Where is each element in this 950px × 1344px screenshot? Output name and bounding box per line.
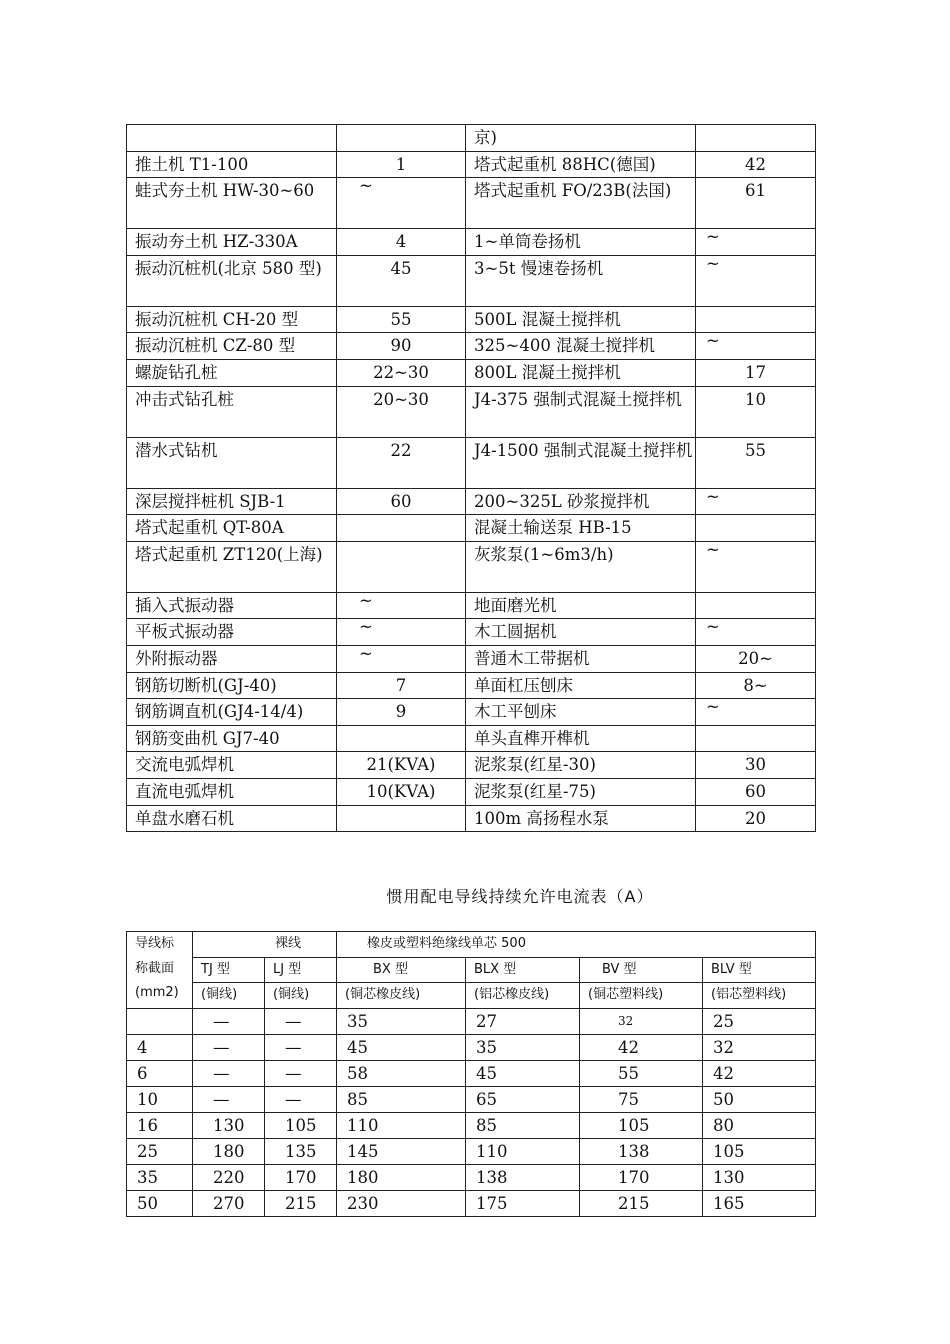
equipment-name-cell: 螺旋钻孔桩 xyxy=(127,359,337,386)
power-value-cell: ~ xyxy=(337,619,466,646)
table-row xyxy=(127,672,816,699)
equipment-name-cell: 京) xyxy=(466,125,696,152)
cross-section-cell xyxy=(127,1008,193,1034)
equipment-name-cell: 外附振动器 xyxy=(127,645,337,672)
power-value-cell: 20~30 xyxy=(337,386,466,437)
material-header-cell: (铜线) xyxy=(265,983,337,1009)
power-value-cell: 8~ xyxy=(696,672,816,699)
table-row xyxy=(127,333,816,360)
equipment-name-cell: 100m 高扬程水泵 xyxy=(466,805,696,832)
section-header-cell xyxy=(127,932,193,1009)
power-value-cell: 9 xyxy=(337,699,466,726)
current-value-cell: 110 xyxy=(466,1138,580,1164)
equipment-power-table xyxy=(126,124,816,832)
cross-section-cell: 6 xyxy=(127,1060,193,1086)
section-header-line: 称截面 xyxy=(135,960,175,976)
current-value-cell: — xyxy=(193,1008,265,1034)
current-value-cell: 65 xyxy=(466,1086,580,1112)
power-value-cell: ~ xyxy=(696,333,816,360)
table-row xyxy=(127,386,816,437)
current-value-cell: 45 xyxy=(466,1060,580,1086)
current-value-cell: 35 xyxy=(466,1034,580,1060)
equipment-name-cell xyxy=(127,125,337,152)
cross-section-cell: 35 xyxy=(127,1164,193,1190)
table-row xyxy=(127,725,816,752)
current-value-cell: — xyxy=(265,1008,337,1034)
equipment-name-cell: 塔式起重机 ZT120(上海) xyxy=(127,541,337,592)
current-value-cell: 130 xyxy=(703,1164,816,1190)
equipment-name-cell: 普通木工带据机 xyxy=(466,645,696,672)
power-value-cell: 20~ xyxy=(696,645,816,672)
type-header-cell: BX 型 xyxy=(337,957,466,983)
current-value-cell: 42 xyxy=(703,1060,816,1086)
equipment-name-cell: 木工圆据机 xyxy=(466,619,696,646)
equipment-name-cell: 钢筋调直机(GJ4-14/4) xyxy=(127,699,337,726)
equipment-name-cell: 振动沉桩机(北京 580 型) xyxy=(127,255,337,306)
equipment-name-cell: 塔式起重机 QT-80A xyxy=(127,515,337,542)
power-value-cell: 55 xyxy=(696,437,816,488)
table-row xyxy=(127,178,816,229)
table-row xyxy=(127,229,816,256)
power-value-cell: ~ xyxy=(337,592,466,619)
power-value-cell: 60 xyxy=(696,778,816,805)
material-header-cell: (铝芯橡皮线) xyxy=(466,983,580,1009)
table-row xyxy=(127,699,816,726)
current-value-cell: 220 xyxy=(193,1164,265,1190)
equipment-name-cell: 振动沉桩机 CH-20 型 xyxy=(127,306,337,333)
power-value-cell: 61 xyxy=(696,178,816,229)
current-value-cell: 165 xyxy=(703,1190,816,1216)
power-value-cell xyxy=(696,125,816,152)
power-value-cell: ~ xyxy=(337,178,466,229)
equipment-name-cell: 塔式起重机 FO/23B(法国) xyxy=(466,178,696,229)
table-row xyxy=(127,306,816,333)
current-value-cell: 45 xyxy=(337,1034,466,1060)
equipment-name-cell: J4-375 强制式混凝土搅拌机 xyxy=(466,386,696,437)
power-value-cell: ~ xyxy=(696,541,816,592)
wire-current-table-title: 惯用配电导线持续允许电流表（A） xyxy=(386,887,654,906)
current-value-cell: 32 xyxy=(580,1008,703,1034)
power-value-cell: 60 xyxy=(337,488,466,515)
power-value-cell xyxy=(337,541,466,592)
table-row xyxy=(127,592,816,619)
power-value-cell: 10 xyxy=(696,386,816,437)
current-value-cell: 32 xyxy=(703,1034,816,1060)
cross-section-cell: 25 xyxy=(127,1138,193,1164)
current-value-cell: 35 xyxy=(337,1008,466,1034)
cross-section-cell: 50 xyxy=(127,1190,193,1216)
table-row xyxy=(127,1008,816,1034)
table-row xyxy=(127,255,816,306)
type-header-cell: BV 型 xyxy=(580,957,703,983)
equipment-name-cell: 200~325L 砂浆搅拌机 xyxy=(466,488,696,515)
current-value-cell: 230 xyxy=(337,1190,466,1216)
wire-current-table xyxy=(126,931,816,1217)
power-value-cell: 4 xyxy=(337,229,466,256)
power-value-cell: ~ xyxy=(696,229,816,256)
current-value-cell: 55 xyxy=(580,1060,703,1086)
equipment-name-cell: 平板式振动器 xyxy=(127,619,337,646)
current-value-cell: 75 xyxy=(580,1086,703,1112)
current-value-cell: 58 xyxy=(337,1060,466,1086)
current-value-cell: 180 xyxy=(337,1164,466,1190)
equipment-name-cell: 潜水式钻机 xyxy=(127,437,337,488)
power-value-cell xyxy=(696,306,816,333)
bare-wire-header: 裸线 xyxy=(193,932,337,958)
current-value-cell: 110 xyxy=(337,1112,466,1138)
table-row xyxy=(127,151,816,178)
equipment-name-cell: 交流电弧焊机 xyxy=(127,752,337,779)
equipment-name-cell: 500L 混凝土搅拌机 xyxy=(466,306,696,333)
current-value-cell: 138 xyxy=(580,1138,703,1164)
type-header-cell: BLX 型 xyxy=(466,957,580,983)
power-value-cell: 21(KVA) xyxy=(337,752,466,779)
power-value-cell: 30 xyxy=(696,752,816,779)
header-row-1 xyxy=(127,932,816,958)
header-row-3 xyxy=(127,983,816,1009)
power-value-cell: 22 xyxy=(337,437,466,488)
power-value-cell: ~ xyxy=(696,255,816,306)
power-value-cell xyxy=(696,515,816,542)
equipment-name-cell: 1~单筒卷扬机 xyxy=(466,229,696,256)
equipment-name-cell: 钢筋切断机(GJ-40) xyxy=(127,672,337,699)
current-value-cell: 170 xyxy=(265,1164,337,1190)
equipment-name-cell: 深层搅拌桩机 SJB-1 xyxy=(127,488,337,515)
current-value-cell: — xyxy=(265,1060,337,1086)
material-header-cell: (铜线) xyxy=(193,983,265,1009)
table-row xyxy=(127,437,816,488)
table-row xyxy=(127,619,816,646)
material-header-cell: (铜芯塑料线) xyxy=(580,983,703,1009)
section-header-line: (mm2) xyxy=(135,985,179,1001)
equipment-name-cell: 单头直榫开榫机 xyxy=(466,725,696,752)
current-value-cell: 135 xyxy=(265,1138,337,1164)
equipment-table-body xyxy=(127,125,816,832)
current-value-cell: 85 xyxy=(466,1112,580,1138)
table-row xyxy=(127,359,816,386)
table-row xyxy=(127,1060,816,1086)
type-header-cell: LJ 型 xyxy=(265,957,337,983)
table-row xyxy=(127,541,816,592)
table-row xyxy=(127,805,816,832)
type-header-cell: TJ 型 xyxy=(193,957,265,983)
equipment-name-cell: 单面杠压刨床 xyxy=(466,672,696,699)
current-value-cell: 25 xyxy=(703,1008,816,1034)
current-value-cell: 175 xyxy=(466,1190,580,1216)
current-value-cell: 42 xyxy=(580,1034,703,1060)
current-value-cell: — xyxy=(265,1034,337,1060)
table-row xyxy=(127,1164,816,1190)
equipment-name-cell: 塔式起重机 88HC(德国) xyxy=(466,151,696,178)
type-header-cell: BLV 型 xyxy=(703,957,816,983)
material-header-cell: (铜芯橡皮线) xyxy=(337,983,466,1009)
equipment-name-cell: 推土机 T1-100 xyxy=(127,151,337,178)
power-value-cell: ~ xyxy=(696,619,816,646)
power-value-cell: ~ xyxy=(696,699,816,726)
table-row xyxy=(127,515,816,542)
insulated-wire-header: 橡皮或塑料绝缘线单芯 500 xyxy=(337,932,816,958)
equipment-name-cell: 800L 混凝土搅拌机 xyxy=(466,359,696,386)
current-value-cell: 80 xyxy=(703,1112,816,1138)
equipment-name-cell: 3~5t 慢速卷扬机 xyxy=(466,255,696,306)
current-value-cell: 170 xyxy=(580,1164,703,1190)
power-value-cell: 20 xyxy=(696,805,816,832)
table-row xyxy=(127,1112,816,1138)
current-value-cell: — xyxy=(193,1060,265,1086)
current-value-cell: 105 xyxy=(703,1138,816,1164)
current-value-cell: 215 xyxy=(580,1190,703,1216)
table-row xyxy=(127,1138,816,1164)
equipment-name-cell: 插入式振动器 xyxy=(127,592,337,619)
power-value-cell: 17 xyxy=(696,359,816,386)
table-row xyxy=(127,778,816,805)
section-header-line: 导线标 xyxy=(135,936,175,951)
equipment-name-cell: 振动沉桩机 CZ-80 型 xyxy=(127,333,337,360)
table-row xyxy=(127,125,816,152)
power-value-cell: 1 xyxy=(337,151,466,178)
power-value-cell xyxy=(696,725,816,752)
power-value-cell: 7 xyxy=(337,672,466,699)
power-value-cell: ~ xyxy=(696,488,816,515)
table-row xyxy=(127,752,816,779)
power-value-cell: 55 xyxy=(337,306,466,333)
current-value-cell: 105 xyxy=(580,1112,703,1138)
cross-section-cell: 4 xyxy=(127,1034,193,1060)
equipment-name-cell: 单盘水磨石机 xyxy=(127,805,337,832)
equipment-name-cell: 直流电弧焊机 xyxy=(127,778,337,805)
power-value-cell xyxy=(337,805,466,832)
current-value-cell: 215 xyxy=(265,1190,337,1216)
current-value-cell: 145 xyxy=(337,1138,466,1164)
equipment-name-cell: 泥浆泵(红星-75) xyxy=(466,778,696,805)
equipment-name-cell: 钢筋变曲机 GJ7-40 xyxy=(127,725,337,752)
current-value-cell: 50 xyxy=(703,1086,816,1112)
table-row xyxy=(127,488,816,515)
equipment-name-cell: 振动夯土机 HZ-330A xyxy=(127,229,337,256)
current-value-cell: 105 xyxy=(265,1112,337,1138)
wire-table-body xyxy=(127,1008,816,1216)
power-value-cell: 22~30 xyxy=(337,359,466,386)
cross-section-cell: 16 xyxy=(127,1112,193,1138)
cross-section-cell: 10 xyxy=(127,1086,193,1112)
current-value-cell: 270 xyxy=(193,1190,265,1216)
equipment-name-cell: J4-1500 强制式混凝土搅拌机 xyxy=(466,437,696,488)
current-value-cell: 85 xyxy=(337,1086,466,1112)
table-row xyxy=(127,645,816,672)
current-value-cell: 138 xyxy=(466,1164,580,1190)
table-row xyxy=(127,1034,816,1060)
power-value-cell xyxy=(337,125,466,152)
equipment-name-cell: 泥浆泵(红星-30) xyxy=(466,752,696,779)
table-row xyxy=(127,1190,816,1216)
power-value-cell: ~ xyxy=(337,645,466,672)
power-value-cell xyxy=(337,515,466,542)
power-value-cell: 42 xyxy=(696,151,816,178)
equipment-name-cell: 325~400 混凝土搅拌机 xyxy=(466,333,696,360)
power-value-cell: 45 xyxy=(337,255,466,306)
equipment-name-cell: 混凝土输送泵 HB-15 xyxy=(466,515,696,542)
equipment-name-cell: 灰浆泵(1~6m3/h) xyxy=(466,541,696,592)
equipment-name-cell: 地面磨光机 xyxy=(466,592,696,619)
equipment-name-cell: 冲击式钻孔桩 xyxy=(127,386,337,437)
equipment-name-cell: 木工平刨床 xyxy=(466,699,696,726)
current-value-cell: — xyxy=(193,1034,265,1060)
current-value-cell: 130 xyxy=(193,1112,265,1138)
power-value-cell: 10(KVA) xyxy=(337,778,466,805)
power-value-cell xyxy=(337,725,466,752)
current-value-cell: 180 xyxy=(193,1138,265,1164)
material-header-cell: (铝芯塑料线) xyxy=(703,983,816,1009)
current-value-cell: — xyxy=(265,1086,337,1112)
power-value-cell: 90 xyxy=(337,333,466,360)
equipment-name-cell: 蛙式夯土机 HW-30~60 xyxy=(127,178,337,229)
header-row-2 xyxy=(127,957,816,983)
table-row xyxy=(127,1086,816,1112)
power-value-cell xyxy=(696,592,816,619)
current-value-cell: 27 xyxy=(466,1008,580,1034)
current-value-cell: — xyxy=(193,1086,265,1112)
